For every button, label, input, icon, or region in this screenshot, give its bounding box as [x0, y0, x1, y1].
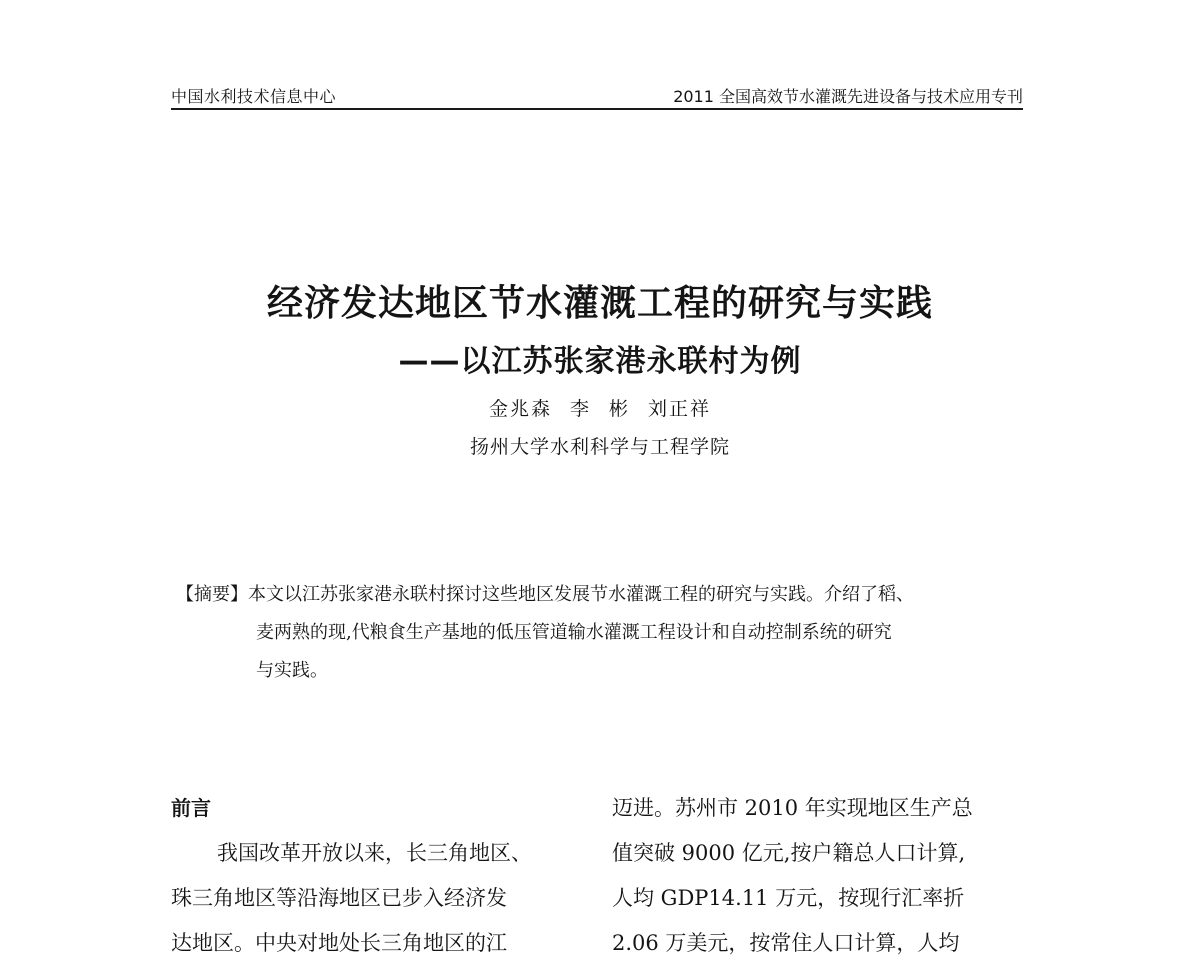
paper-subtitle: ——以江苏张家港永联村为例: [398, 344, 802, 379]
body-text-line: 珠三角地区等沿海地区已步入经济发: [171, 886, 507, 910]
abstract-line: 与实践。: [256, 660, 328, 681]
header-publisher: 中国水利技术信息中心: [171, 87, 337, 106]
header-journal-issue: 2011 全国高效节水灌溉先进设备与技术应用专刊: [673, 87, 1023, 106]
abstract-line: 麦两熟的现,代粮食生产基地的低压管道输水灌溉工程设计和自动控制系统的研究: [256, 622, 892, 643]
abstract-line: 【摘要】本文以江苏张家港永联村探讨这些地区发展节水灌溉工程的研究与实践。介绍了稻、: [176, 584, 914, 605]
authors: 金兆森 李 彬 刘正祥: [488, 398, 712, 420]
header-rule: [171, 108, 1023, 110]
body-text-line: 达地区。中央对地处长三角地区的江: [171, 931, 507, 955]
body-text-line: 人均 GDP14.11 万元，按现行汇率折: [612, 886, 965, 910]
paper-title: 经济发达地区节水灌溉工程的研究与实践: [266, 283, 933, 324]
body-left-column: [171, 786, 581, 966]
body-text-line: 2.06 万美元，按常住人口计算，人均: [612, 931, 960, 955]
running-header: [171, 80, 1023, 110]
title-block: [0, 280, 1200, 462]
affiliation: 扬州大学水利科学与工程学院: [469, 436, 730, 458]
body-text-line: 迈进。苏州市 2010 年实现地区生产总: [612, 796, 973, 820]
abstract: [176, 576, 1028, 690]
body-text-line: 值突破 9000 亿元,按户籍总人口计算,: [612, 841, 966, 865]
body-text-line: 我国改革开放以来，长三角地区、: [217, 841, 532, 865]
section-heading-preface: 前言: [171, 796, 211, 820]
body-right-column: [612, 786, 1024, 966]
